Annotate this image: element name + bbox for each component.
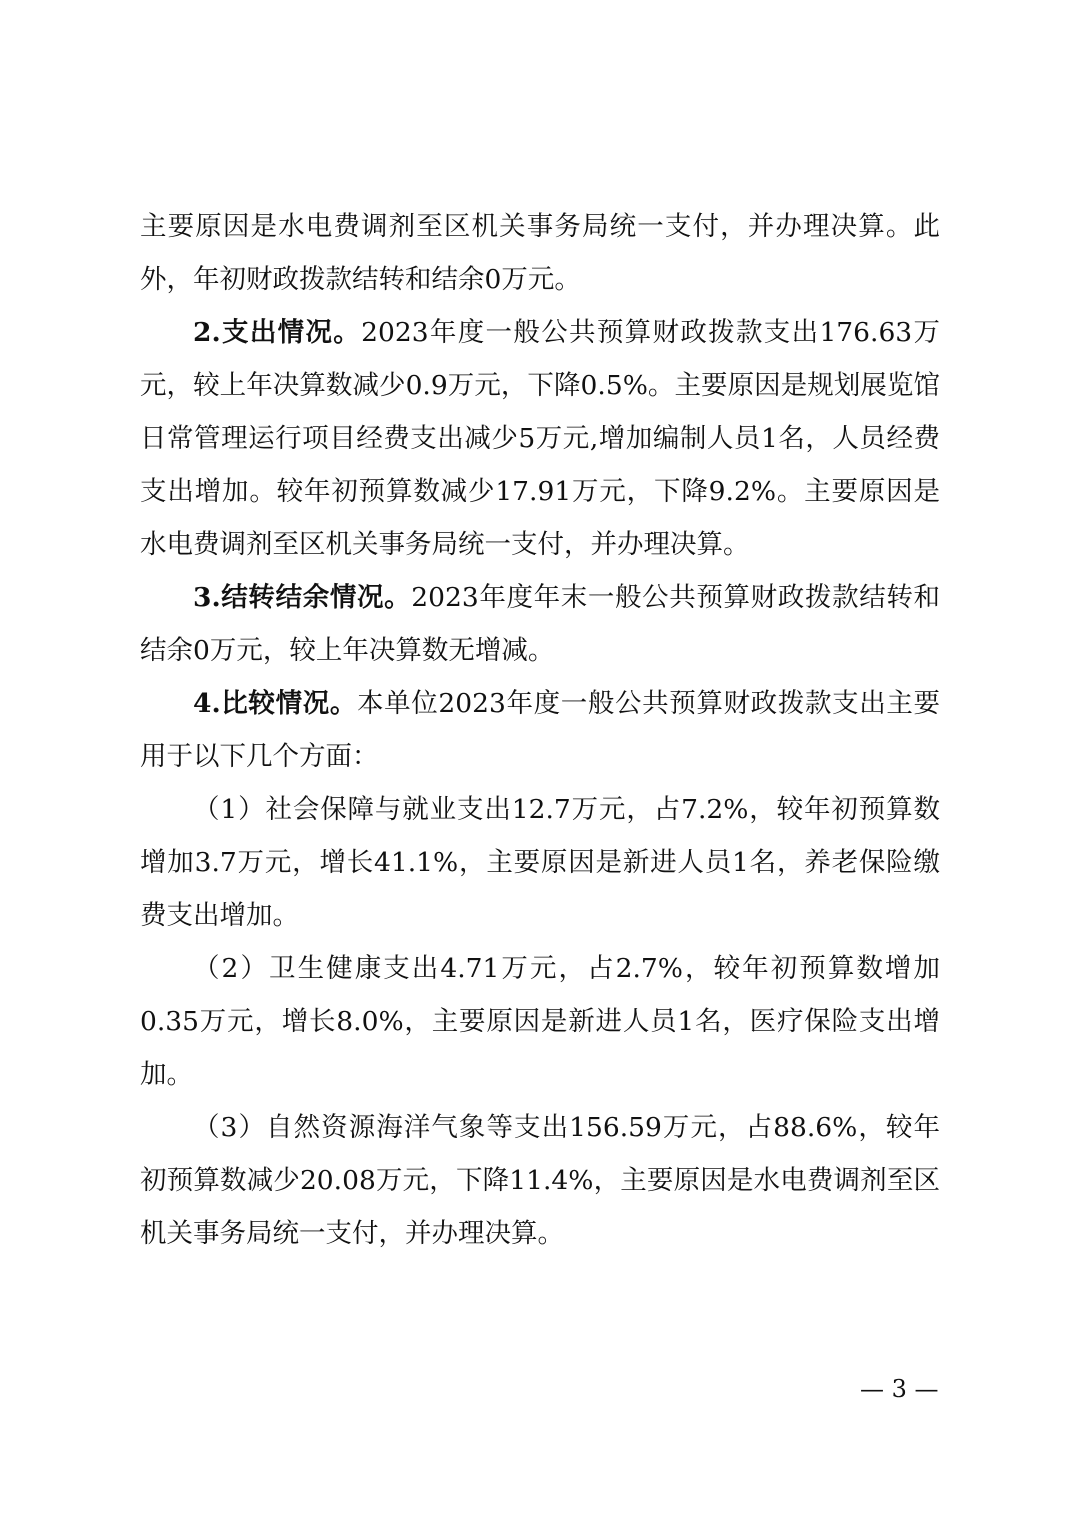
page-number: — 3 —	[860, 1375, 939, 1403]
paragraph-text: 2023年度年末一般公共预算财政拨款结转和结余0万元，较上年决算数无增减。	[140, 582, 940, 666]
paragraph-continuation	[140, 200, 940, 306]
paragraph-heading: 3.结转结余情况。	[193, 582, 412, 613]
paragraph-heading: 2.支出情况。	[193, 317, 362, 348]
paragraph-carryover	[140, 571, 940, 677]
paragraph-text: （1）社会保障与就业支出12.7万元，占7.2%，较年初预算数增加3.7万元，增长41.1%，主要原因是新进人员1名，养老保险缴费支出增加。	[140, 794, 940, 931]
list-item-health	[140, 942, 940, 1101]
list-item-social-security	[140, 783, 940, 942]
paragraph-text: 2023年度一般公共预算财政拨款支出176.63万元，较上年决算数减少0.9万元，下降0.5%。主要原因是规划展览馆日常管理运行项目经费支出减少5万元,增加编制人员1名，人员经费支出增加。较年初预算数减少17.91万元，下降9.2%。主要原因是水电费调剂至区机关事务局统一支付，并办理决算。	[140, 317, 940, 560]
list-item-natural-resources	[140, 1101, 940, 1260]
paragraph-text: 主要原因是水电费调剂至区机关事务局统一支付，并办理决算。此外，年初财政拨款结转和结余0万元。	[140, 211, 940, 295]
paragraph-text: 本单位2023年度一般公共预算财政拨款支出主要用于以下几个方面：	[140, 688, 940, 772]
paragraph-text: （3）自然资源海洋气象等支出156.59万元，占88.6%，较年初预算数减少20.08万元，下降11.4%，主要原因是水电费调剂至区机关事务局统一支付，并办理决算。	[140, 1112, 940, 1249]
paragraph-text: （2）卫生健康支出4.71万元，占2.7%，较年初预算数增加0.35万元，增长8.0%，主要原因是新进人员1名，医疗保险支出增加。	[140, 953, 940, 1090]
paragraph-heading: 4.比较情况。	[193, 688, 357, 719]
body-text	[140, 200, 940, 1260]
paragraph-comparison	[140, 677, 940, 783]
paragraph-expenditure	[140, 306, 940, 571]
